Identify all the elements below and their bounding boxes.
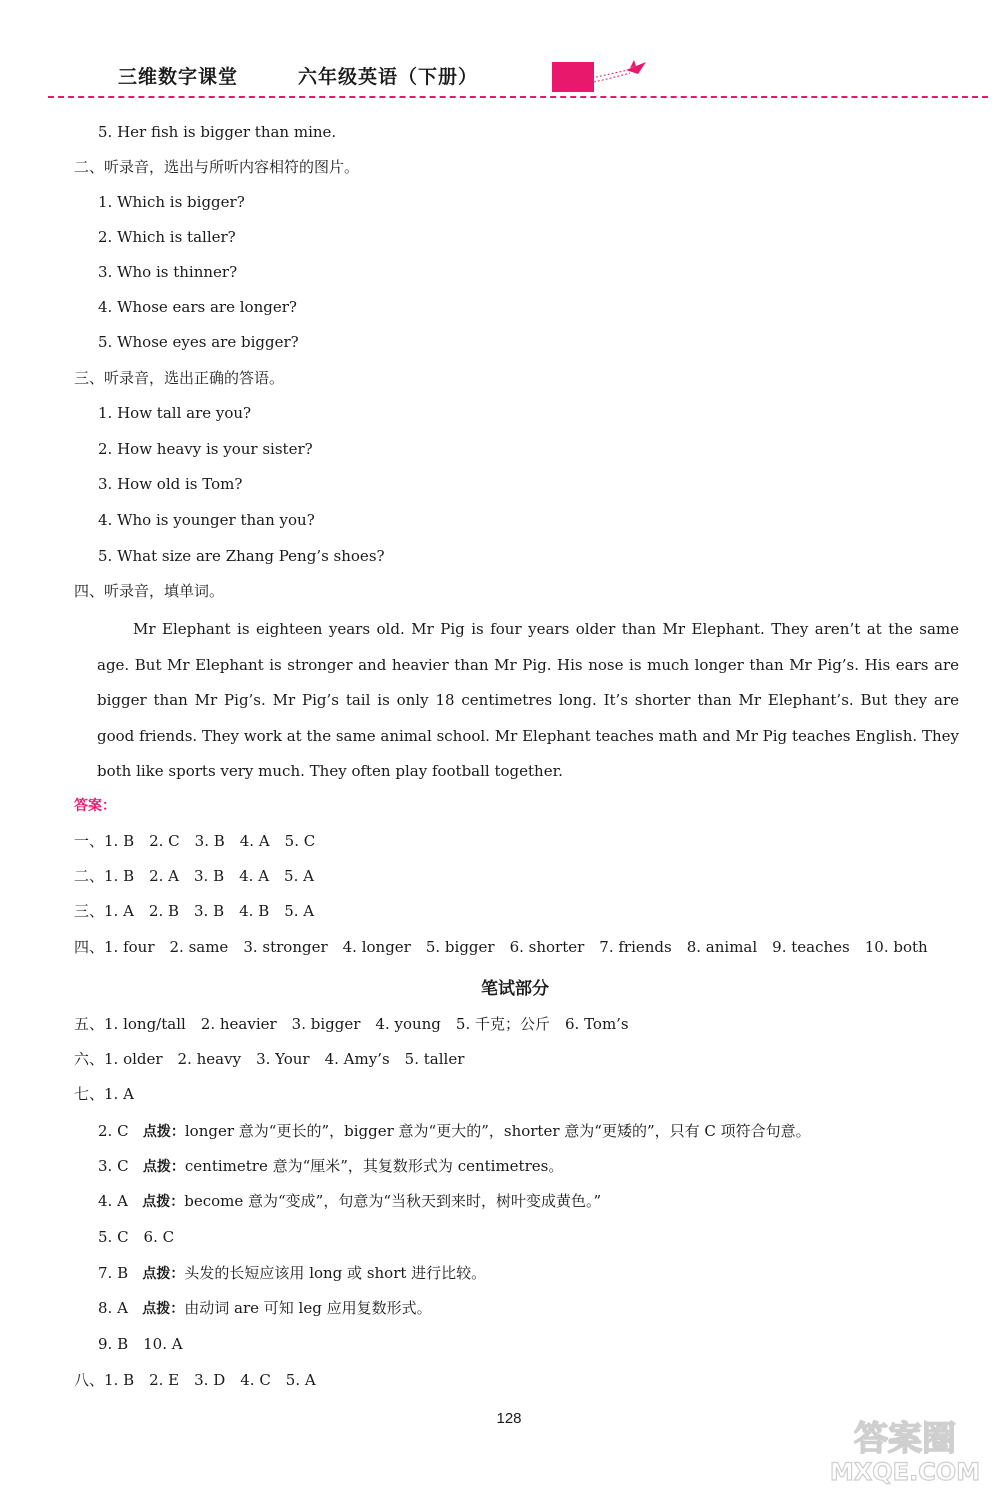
section-3-item-1: 1. How tall are you? bbox=[98, 404, 252, 422]
section-4-passage bbox=[97, 612, 959, 790]
answer-row-8: 八、1. B 2. E 3. D 4. C 5. A bbox=[74, 1371, 316, 1389]
answer-row-2: 二、1. B 2. A 3. B 4. A 5. A bbox=[74, 867, 314, 885]
section-2-item-3: 3. Who is thinner? bbox=[98, 263, 238, 281]
answer-row-4: 四、1. four 2. same 3. stronger 4. longer 5. bigger 6. shorter 7. friends 8. animal 9. teaches 10. both bbox=[74, 938, 928, 956]
answer-row-7-9-10: 9. B 10. A bbox=[98, 1335, 183, 1353]
header-decoration-block bbox=[552, 62, 594, 92]
tip-text: 由动词 are 可知 leg 应用复数形式。 bbox=[184, 1299, 432, 1317]
answer-row-1: 一、1. B 2. C 3. B 4. A 5. C bbox=[74, 832, 316, 850]
answer-row-3: 三、1. A 2. B 3. B 4. B 5. A bbox=[74, 902, 315, 920]
tip-text: centimetre 意为“厘米”，其复数形式为 centimetres。 bbox=[184, 1157, 564, 1175]
section-4-heading: 四、听录音，填单词。 bbox=[74, 582, 225, 600]
section-2-item-5: 5. Whose eyes are bigger? bbox=[98, 333, 299, 351]
answer-row-5: 五、1. long/tall 2. heavier 3. bigger 4. young 5. 千克；公斤 6. Tom’s bbox=[74, 1015, 629, 1033]
answer-num: 4. A bbox=[98, 1192, 128, 1210]
answer-num: 7. B bbox=[98, 1264, 129, 1282]
tip-text: 头发的长短应该用 long 或 short 进行比较。 bbox=[184, 1264, 487, 1282]
watermark-text-cn: 答案圈 bbox=[854, 1419, 956, 1459]
answer-row-7-4 bbox=[98, 1191, 601, 1212]
listening-item-1-5: 5. Her fish is bigger than mine. bbox=[98, 123, 337, 141]
tip-label: 点拨： bbox=[142, 1124, 185, 1140]
answer-row-7-2 bbox=[98, 1121, 811, 1142]
answer-row-7-1: 七、1. A bbox=[74, 1085, 134, 1103]
written-section-title: 笔试部分 bbox=[481, 979, 549, 999]
book-subject: 六年级英语（下册） bbox=[298, 66, 479, 88]
page-number: 128 bbox=[496, 1410, 522, 1427]
watermark-text-en: MXQE.COM bbox=[829, 1458, 981, 1486]
section-2-heading: 二、听录音，选出与所听内容相符的图片。 bbox=[74, 158, 360, 176]
answer-row-6: 六、1. older 2. heavy 3. Your 4. Amy’s 5. taller bbox=[74, 1050, 465, 1068]
section-3-item-5: 5. What size are Zhang Peng’s shoes? bbox=[98, 547, 385, 565]
section-3-heading: 三、听录音，选出正确的答语。 bbox=[74, 369, 285, 387]
section-3-item-4: 4. Who is younger than you? bbox=[98, 511, 315, 529]
tip-label: 点拨： bbox=[142, 1194, 185, 1210]
header-divider bbox=[48, 96, 988, 98]
section-2-item-1: 1. Which is bigger? bbox=[98, 193, 245, 211]
site-watermark-logo bbox=[820, 1410, 990, 1488]
answer-num: 8. A bbox=[98, 1299, 128, 1317]
section-2-item-4: 4. Whose ears are longer? bbox=[98, 298, 297, 316]
tip-label: 点拨： bbox=[142, 1159, 185, 1175]
tip-label: 点拨： bbox=[142, 1266, 185, 1282]
book-name: 三维数字课堂 bbox=[118, 66, 239, 88]
tip-text: longer 意为“更长的”，bigger 意为“更大的”，shorter 意为“更矮的”，只有 C 项符合句意。 bbox=[184, 1122, 811, 1140]
tip-label: 点拨： bbox=[142, 1301, 185, 1317]
answer-num: 3. C bbox=[98, 1157, 129, 1175]
passage-text: Mr Elephant is eighteen years old. Mr Pig is four years older than Mr Elephant. They aren’t at the same age. But Mr Elephant is stronger and heavier than Mr Pig. His nose is much longer than Mr Pig’s. His ears are bigger than Mr Pig’s. Mr Pig’s tail is only 18 centimetres long. It’s shorter than Mr Elephant’s. But they are good friends. They work at the same animal school. Mr Elephant teaches math and Mr Pig teaches English. They both like sports very much. They often play football together. bbox=[97, 620, 959, 780]
answer-row-7-3 bbox=[98, 1156, 563, 1177]
answer-row-7-5-6: 5. C 6. C bbox=[98, 1228, 175, 1246]
page-header bbox=[0, 0, 1000, 110]
answer-num: 2. C bbox=[98, 1122, 129, 1140]
answer-row-7-8 bbox=[98, 1298, 432, 1319]
rocket-icon bbox=[590, 56, 650, 86]
section-2-item-2: 2. Which is taller? bbox=[98, 228, 236, 246]
answer-label: 答案： bbox=[74, 798, 116, 814]
answer-row-7-7 bbox=[98, 1263, 486, 1284]
section-3-item-3: 3. How old is Tom? bbox=[98, 475, 243, 493]
section-3-item-2: 2. How heavy is your sister? bbox=[98, 440, 313, 458]
tip-text: become 意为“变成”，句意为“当秋天到来时，树叶变成黄色。” bbox=[184, 1192, 602, 1210]
